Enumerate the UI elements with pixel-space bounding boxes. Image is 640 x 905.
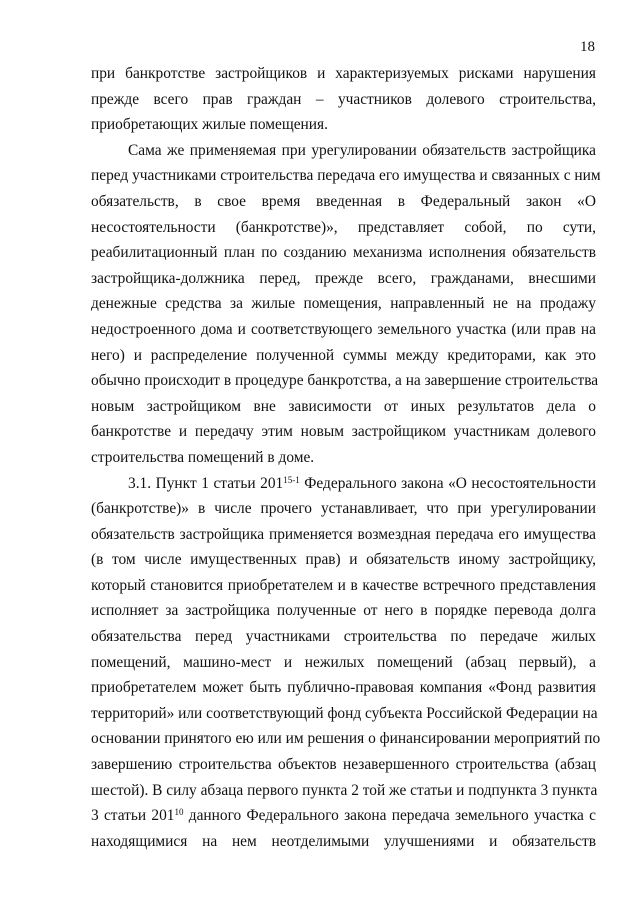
text-line: территорий» или соответствующий фонд субъекта Российской Федерации на: [91, 704, 598, 722]
text-line: обязательств, в свое время введенная в Федеральный закон «О: [91, 192, 596, 210]
text-line: при банкротстве застройщиков и характеризуемых рисками нарушения: [91, 65, 596, 82]
paragraph-2: [91, 138, 601, 471]
text-line: Сама же применяемая при урегулировании обязательств застройщика: [128, 141, 596, 159]
text-line: новым застройщиком вне зависимости от иных результатов дела о: [91, 397, 596, 415]
superscript: 15-1: [283, 474, 300, 485]
text-fragment: 3.1. Пункт 1 статьи 201: [128, 474, 284, 492]
paragraph-1: [91, 61, 596, 138]
text-fragment: Федерального закона «О несостоятельности: [299, 474, 596, 492]
text-line: банкротстве и передачу этим новым застройщиком участникам долевого: [91, 423, 596, 441]
page-number: 18: [580, 39, 595, 55]
text-line: обязательства перед участниками строительства по передаче жилых: [91, 628, 596, 646]
text-line: обязательств застройщика применяется возмездная передача его имущества: [91, 525, 596, 543]
text-line-with-superscript: [91, 803, 596, 829]
text-line: недостроенного дома и соответствующего земельного участка (или прав на: [91, 320, 596, 338]
text-line: приобретателем может быть публично-правовая компания «Фонд развития: [91, 679, 596, 697]
text-line: завершению строительства объектов незавершенного строительства (абзац: [91, 756, 596, 774]
text-line: помещений, машино-мест и нежилых помещений (абзац первый), а: [91, 653, 596, 671]
text-line: застройщика-должника перед, прежде всего, гражданами, внесшими: [91, 269, 596, 287]
text-line-with-superscript: [91, 471, 596, 497]
text-line: основании принятого ею или им решения о финансировании мероприятий по: [91, 730, 601, 748]
text-line: перед участниками строительства передача его имущества и связанных с ним: [91, 167, 601, 185]
text-line: прежде всего прав граждан – участников долевого строительства,: [91, 90, 596, 108]
text-line: который становится приобретателем и в качестве встречного представления: [91, 576, 596, 594]
text-line: шестой). В силу абзаца первого пункта 2 той же статьи и подпункта 3 пункта: [91, 781, 598, 799]
paragraph-3: [91, 471, 601, 855]
text-line: него) и распределение полученной суммы между кредиторами, как это: [91, 346, 596, 364]
text-line: находящимися на нем неотделимыми улучшениями и обязательств: [91, 832, 596, 850]
text-line: исполняет за застройщика полученные от него в порядке перевода долга: [91, 602, 596, 620]
text-fragment: 3 статьи 201: [91, 807, 175, 825]
text-line: реабилитационный план по созданию механизма исполнения обязательств: [91, 244, 596, 262]
text-fragment: данного Федерального закона передача земельного участка с: [183, 807, 596, 825]
text-line: строительства помещений в доме.: [91, 448, 315, 466]
text-line: несостоятельности (банкротстве)», представляет собой, по сути,: [91, 218, 596, 236]
text-line: (банкротстве)» в числе прочего устанавливает, что при урегулировании: [91, 500, 596, 518]
text-line: приобретающих жилые помещения.: [91, 116, 328, 134]
text-line: обычно происходит в процедуре банкротства, а на завершение строительства: [91, 372, 599, 390]
document-body: [91, 61, 601, 854]
text-line: (в том числе имущественных прав) и обязательств иному застройщику,: [91, 551, 596, 569]
superscript: 10: [174, 807, 184, 818]
text-line: денежные средства за жилые помещения, направленный не на продажу: [91, 295, 596, 313]
